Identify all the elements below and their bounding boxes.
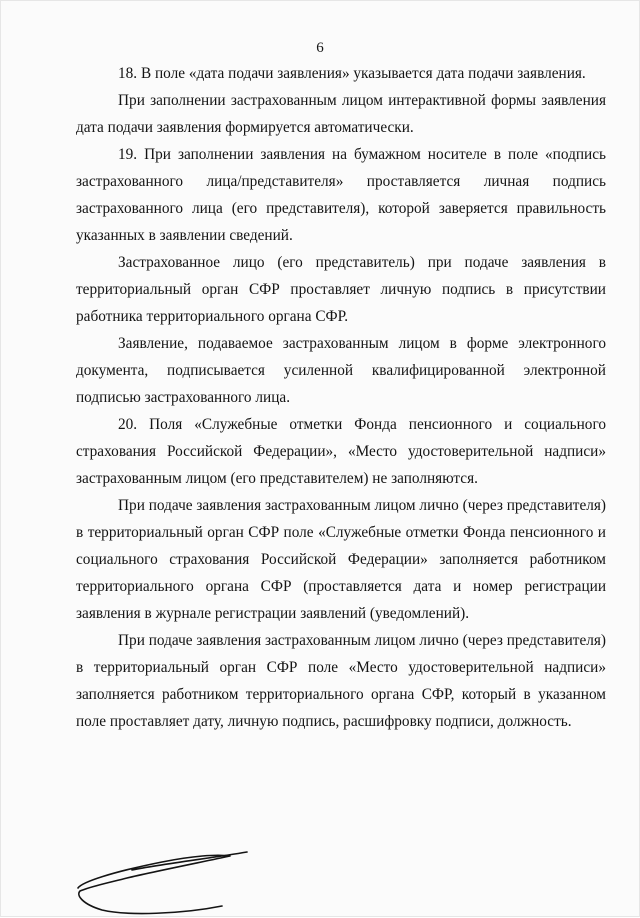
paragraph-18: 18. В поле «дата подачи заявления» указывается дата подачи заявления. (118, 65, 586, 82)
page-number: 6 (316, 40, 324, 56)
paragraph-interactive-form: При заполнении застрахованным лицом интерактивной формы заявления дата подачи заявления формируется автоматически. (76, 92, 606, 136)
handwritten-signature (72, 848, 272, 918)
paragraph-personal-signature: Застрахованное лицо (его представитель) при подаче заявления в территориальный орган СФР проставляет личную подпись в присутствии работника территориального органа СФР. (76, 254, 606, 325)
paragraph-service-marks: При подаче заявления застрахованным лицом лично (через представителя) в территориальный орган СФР поле «Служебные отметки Фонда пенсионного и социального страхования Российской Федерации» заполняется работником территориального органа СФР (проставляется дата и номер регистрации заявления в журнале регистрации заявлений (уведомлений). (76, 497, 606, 622)
paragraph-electronic-signature: Заявление, подаваемое застрахованным лицом в форме электронного документа, подписывается усиленной квалифицированной электронной подписью застрахованного лица. (76, 335, 606, 406)
paragraph-20: 20. Поля «Служебные отметки Фонда пенсионного и социального страхования Российской Федерации», «Место удостоверительной надписи» застрахованным лицом (его представителем) не заполняются. (76, 416, 606, 487)
paragraph-certification-place: При подаче заявления застрахованным лицом лично (через представителя) в территориальный орган СФР поле «Место удостоверительной надписи» заполняется работником территориального органа СФР, который в указанном поле проставляет дату, личную подпись, расшифровку подписи, должность. (76, 632, 606, 730)
document-body (76, 60, 606, 735)
paragraph-19: 19. При заполнении заявления на бумажном носителе в поле «подпись застрахованного лица/представителя» проставляется личная подпись застрахованного лица (его представителя), которой заверяется правильность указанных в заявлении сведений. (76, 146, 606, 244)
